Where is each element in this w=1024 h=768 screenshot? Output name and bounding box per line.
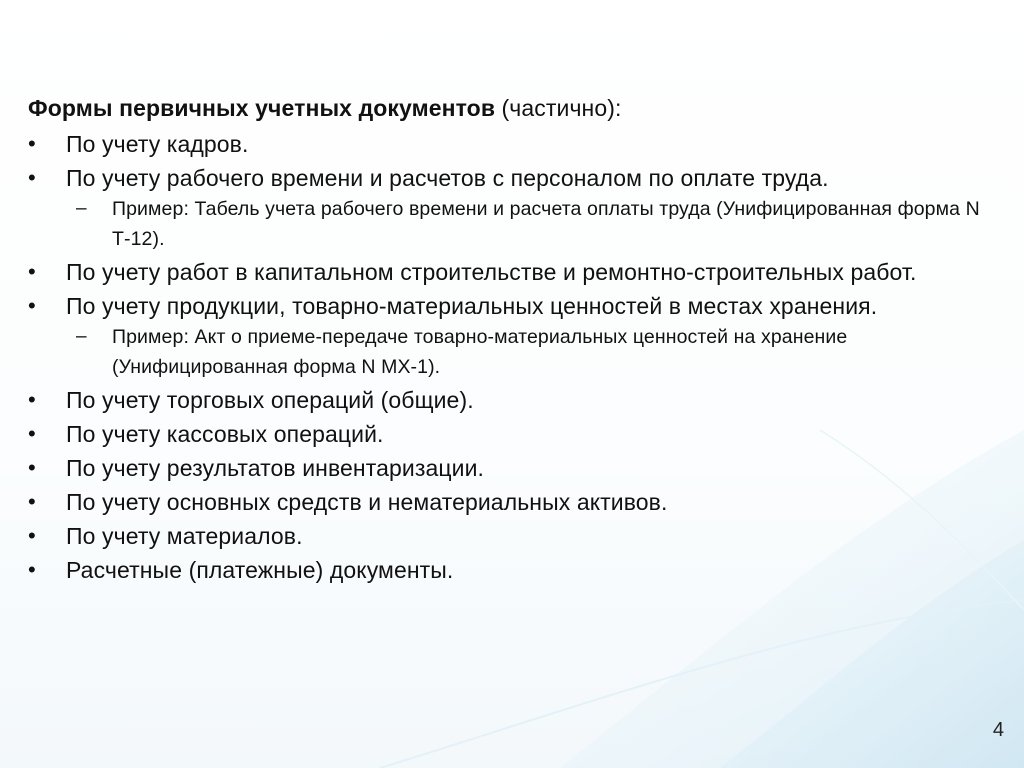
bullet-icon: • xyxy=(28,131,36,156)
list-item-text: По учету результатов инвентаризации. xyxy=(66,455,485,481)
sub-list-item-text: Пример: Табель учета рабочего времени и расчета оплаты труда (Унифицированная форма N Т-12). xyxy=(112,198,980,250)
list-item-text: По учету рабочего времени и расчетов с персоналом по оплате труда. xyxy=(66,165,829,191)
sub-list-item xyxy=(66,322,998,382)
list-item xyxy=(28,128,998,160)
bullet-icon: • xyxy=(28,387,36,412)
page-number: 4 xyxy=(992,719,1004,741)
bullet-icon: • xyxy=(28,523,36,548)
list-item-text: По учету основных средств и нематериальных активов. xyxy=(66,489,668,515)
bullet-icon: • xyxy=(28,455,36,480)
list-item-text: По учету продукции, товарно-материальных ценностей в местах хранения. xyxy=(66,293,878,319)
list-item xyxy=(28,554,998,586)
sub-list-item xyxy=(66,194,998,254)
bullet-icon: • xyxy=(28,259,36,284)
bullet-icon: • xyxy=(28,421,36,446)
bullet-icon: • xyxy=(28,293,36,318)
dash-icon: – xyxy=(76,198,87,219)
list-item xyxy=(28,256,998,288)
list-item-text: По учету кадров. xyxy=(66,131,249,157)
list-item xyxy=(28,486,998,518)
bullet-icon: • xyxy=(28,489,36,514)
sub-list xyxy=(66,322,998,382)
list-item xyxy=(28,162,998,254)
list-item-text: По учету работ в капитальном строительстве и ремонтно-строительных работ. xyxy=(66,259,917,285)
bullet-icon: • xyxy=(28,165,36,190)
sub-list xyxy=(66,194,998,254)
bullet-list xyxy=(28,128,998,586)
sub-list-item-text: Пример: Акт о приеме-передаче товарно-материальных ценностей на хранение (Унифицированная форма N МХ-1). xyxy=(112,326,848,378)
list-item xyxy=(28,384,998,416)
list-item xyxy=(28,452,998,484)
heading-normal-text: (частично): xyxy=(495,95,622,121)
list-item-text: По учету кассовых операций. xyxy=(66,421,384,447)
list-item-text: По учету материалов. xyxy=(66,523,303,549)
heading-bold-text: Формы первичных учетных документов xyxy=(28,95,496,121)
dash-icon: – xyxy=(76,326,87,347)
slide-content xyxy=(28,92,998,588)
slide-heading xyxy=(28,92,998,124)
list-item-text: По учету торговых операций (общие). xyxy=(66,387,474,413)
bullet-icon: • xyxy=(28,557,36,582)
list-item xyxy=(28,520,998,552)
list-item xyxy=(28,418,998,450)
list-item-text: Расчетные (платежные) документы. xyxy=(66,557,454,583)
list-item xyxy=(28,290,998,382)
